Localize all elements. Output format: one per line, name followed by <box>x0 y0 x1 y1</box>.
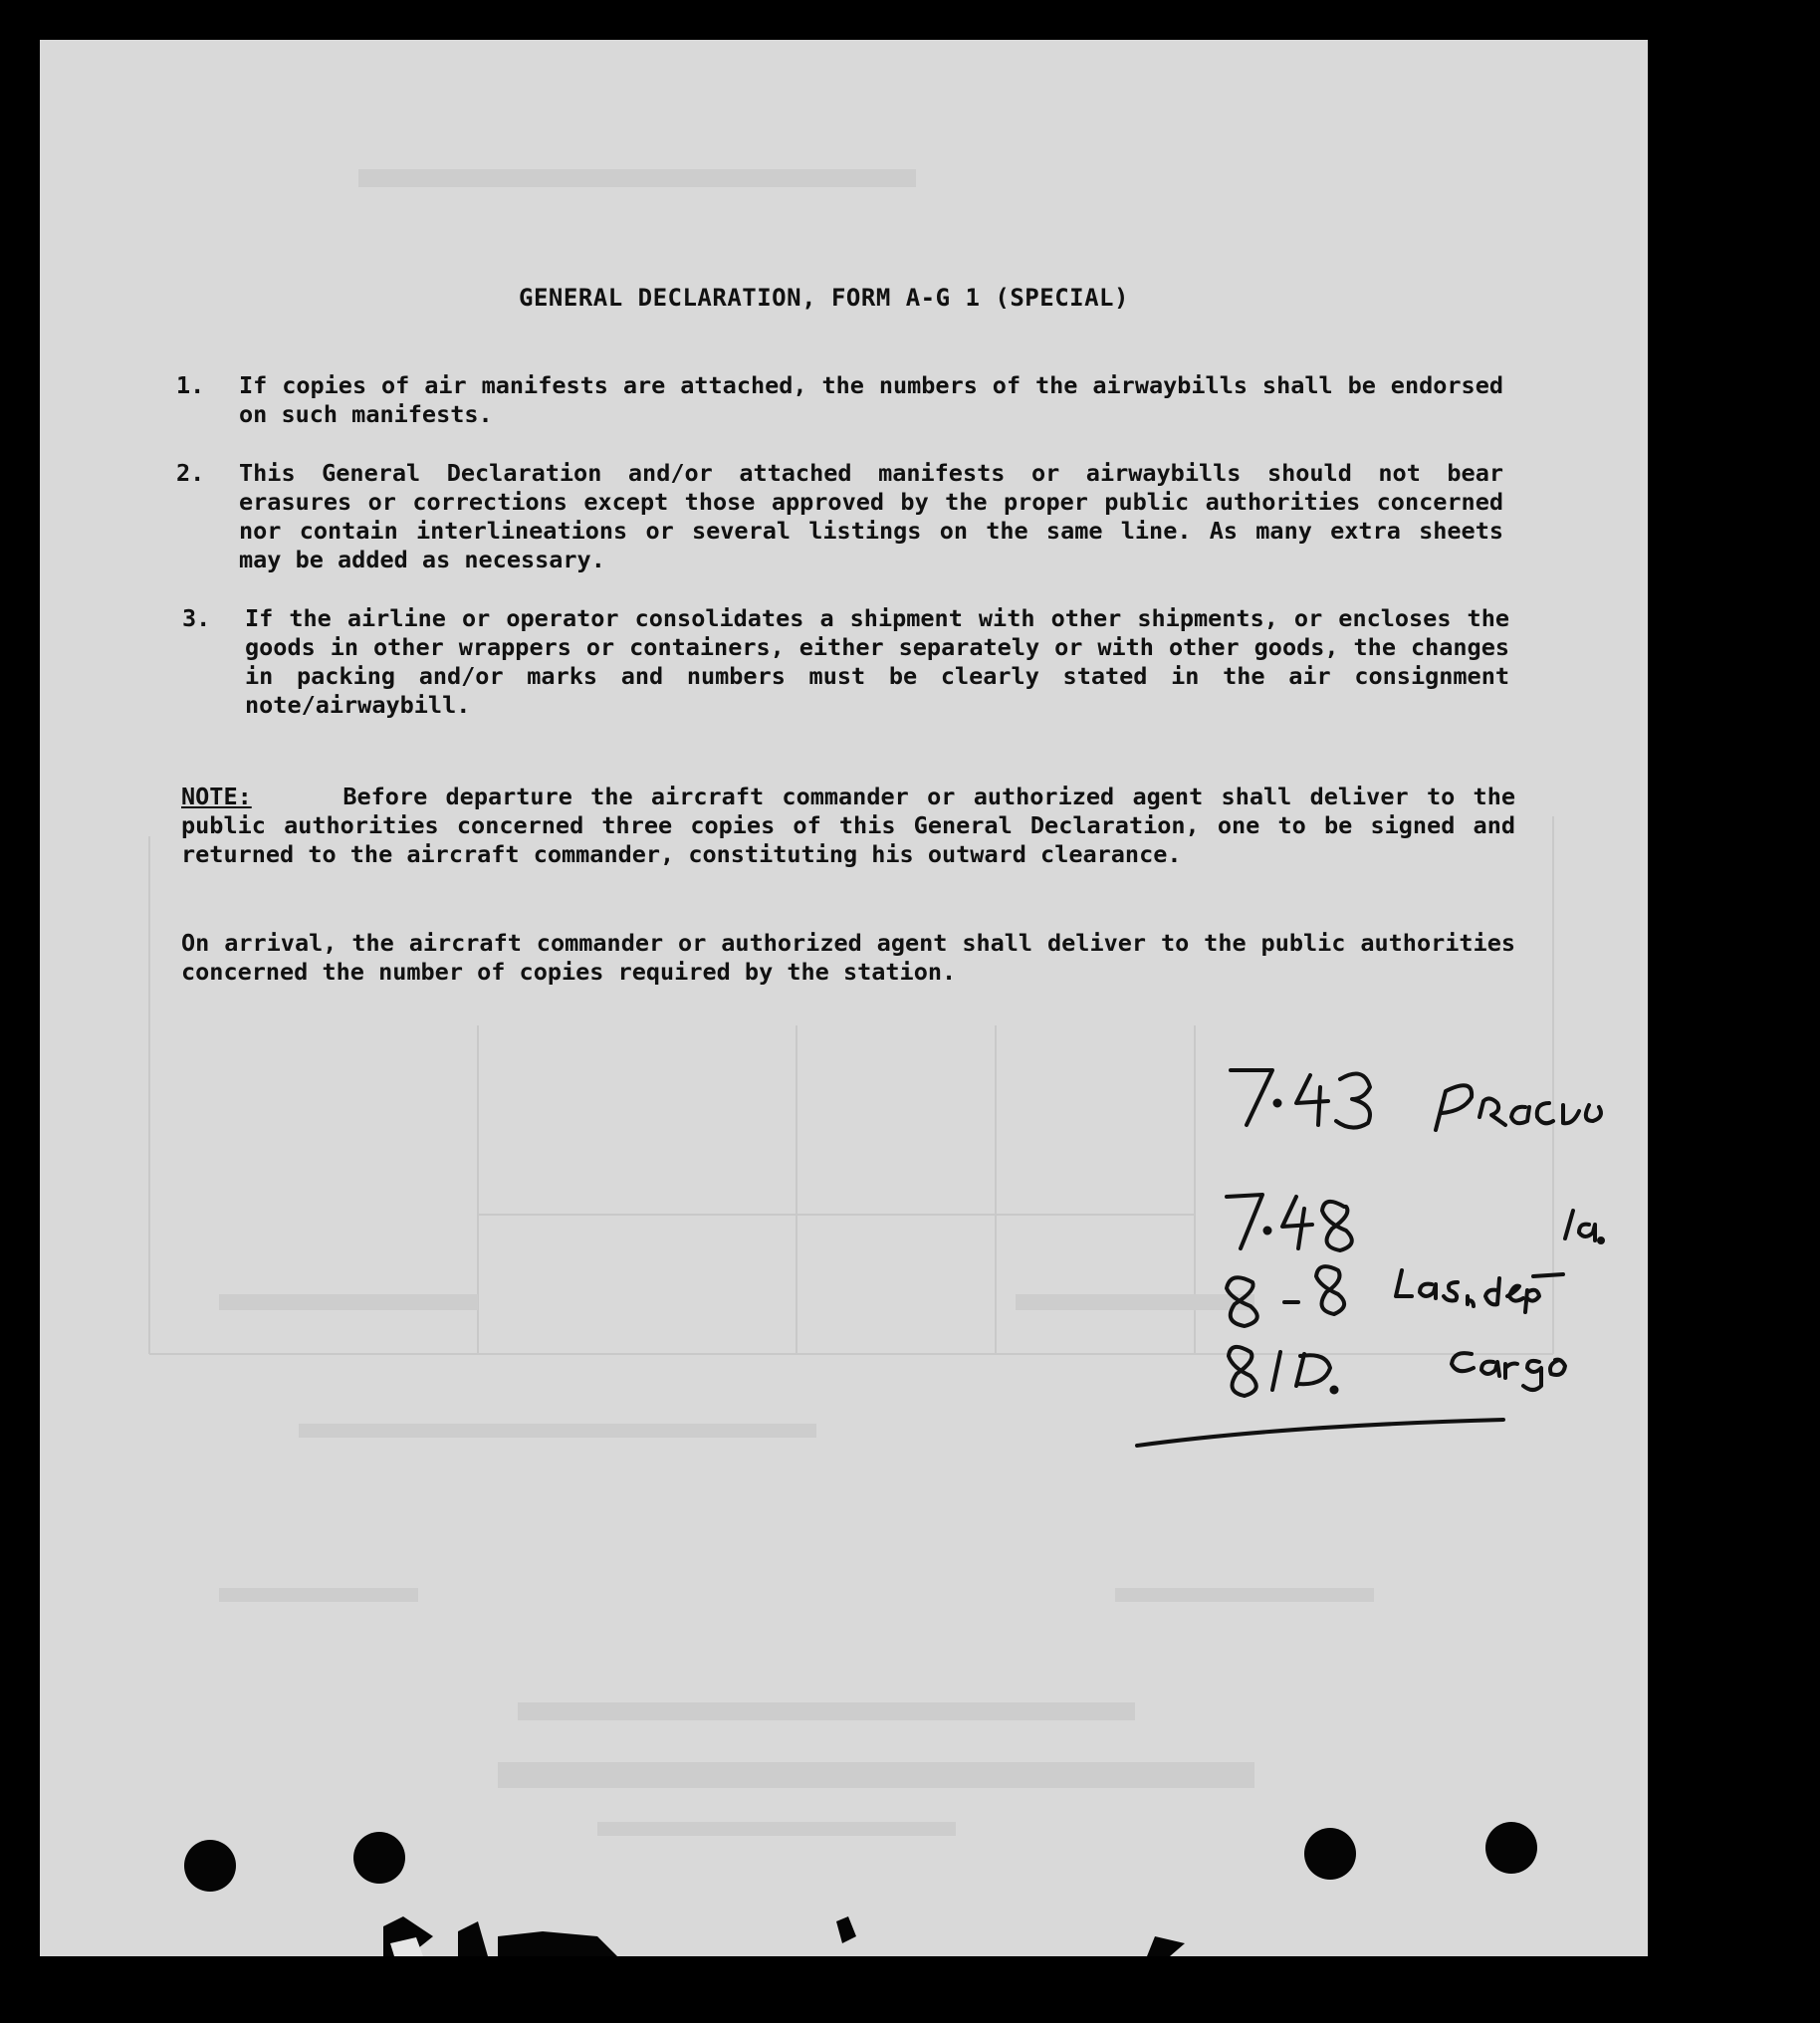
item-text: If the airline or operator consolidates a shipment with other shipments, or encloses the goods in other wrappers or containers, either separately or with other goods, the changes in packing and/or marks and numbers must be clearly stated in the air consignment note/airwaybill. <box>245 604 1509 719</box>
handwritten-notes <box>40 40 1648 1956</box>
note-text: Before departure the aircraft commander or authorized agent shall deliver to the public authorities concerned three copies of this General Declaration, one to be signed and returned to the aircraft commander, constituting his outward clearance. <box>181 783 1515 868</box>
punch-hole <box>184 1840 236 1892</box>
document-sheet <box>40 40 1648 1956</box>
item-number: 2. <box>176 459 205 487</box>
item-text: If copies of air manifests are attached, the numbers of the airwaybills shall be endorsed on such manifests. <box>239 371 1503 428</box>
item-number: 3. <box>182 604 211 632</box>
arrival-paragraph: On arrival, the aircraft commander or authorized agent shall deliver to the public authorities concerned the number of copies required by the station. <box>181 929 1515 986</box>
punch-hole <box>1485 1822 1537 1874</box>
punch-hole <box>353 1832 405 1884</box>
punch-hole <box>1304 1828 1356 1880</box>
page-title: GENERAL DECLARATION, FORM A-G 1 (SPECIAL) <box>519 284 1129 312</box>
note-label: NOTE: <box>181 783 252 810</box>
item-text: This General Declaration and/or attached manifests or airwaybills should not bear erasures or corrections except those approved by the proper public authorities concerned nor contain interlineations or several listings on the same line. As many extra sheets may be added as necessary. <box>239 459 1503 573</box>
item-number: 1. <box>176 371 205 399</box>
